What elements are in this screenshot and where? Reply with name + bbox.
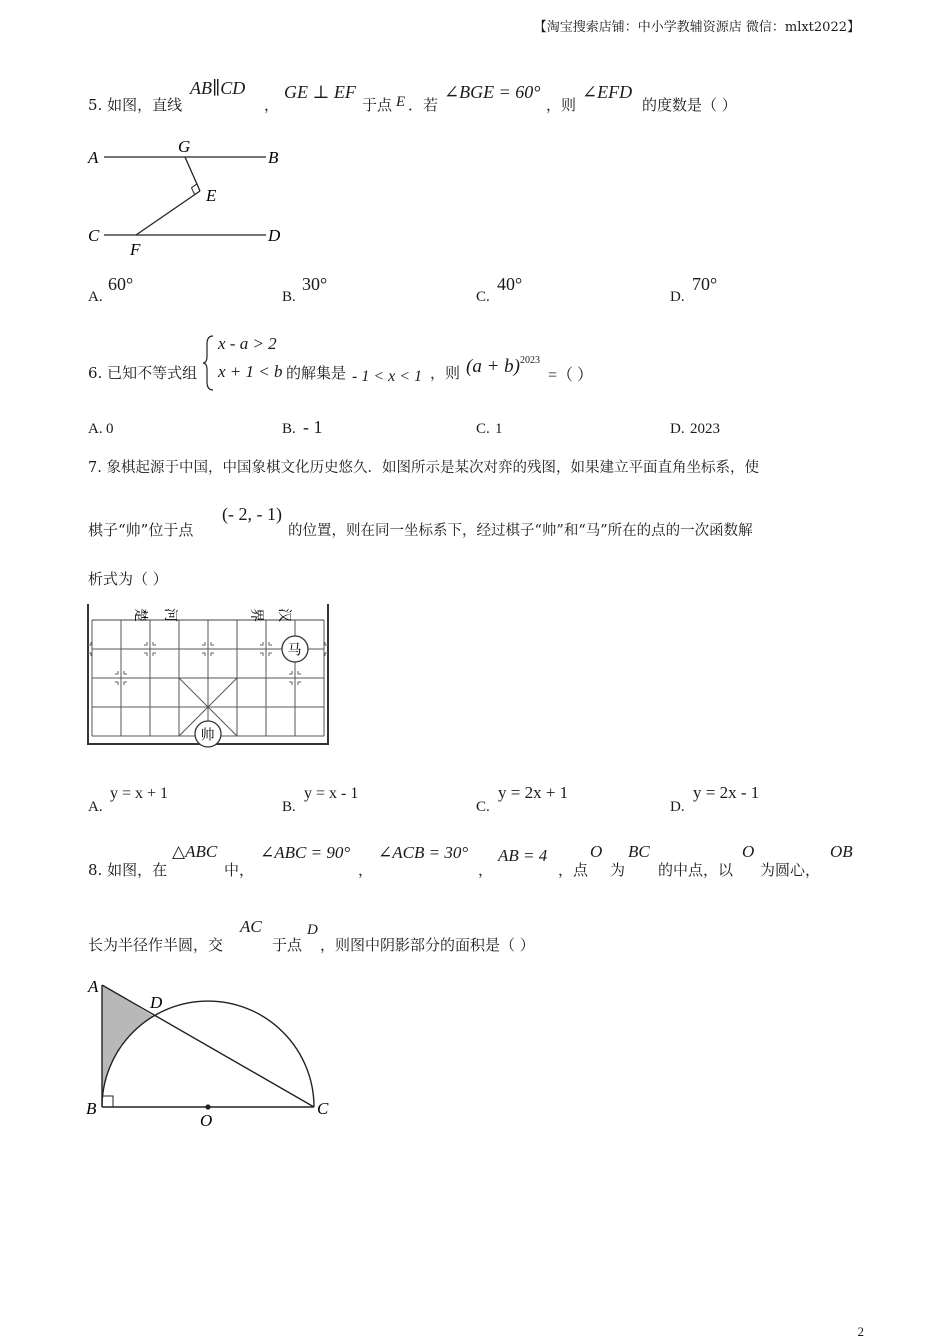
- shaded-region: [102, 985, 153, 1107]
- label-f: F: [130, 240, 141, 259]
- q6-math-exponent: 2023: [520, 355, 540, 366]
- q6-math-eq: =（ ）: [548, 367, 594, 384]
- right-angle-mark: [102, 1096, 113, 1107]
- q8-line-2b: 于点: [272, 936, 303, 954]
- q5-option-b-label: B.: [282, 289, 296, 305]
- q8-math-ac: AC: [240, 917, 262, 936]
- q7-option-b-value: y = x - 1: [304, 785, 359, 802]
- q7-line-1: 7. 象棋起源于中国，中国象棋文化历史悠久．如图所示是某次对弈的残图，如果建立平面直角坐标系，使: [88, 460, 759, 476]
- q5-option-d-label: D.: [670, 289, 685, 305]
- q6-brace: [202, 334, 216, 392]
- q8-figure: [84, 970, 340, 1132]
- q7-option-d-value: y = 2x - 1: [693, 783, 760, 802]
- q8-comma-2: ，: [478, 861, 494, 879]
- q5-text-ruo: ．若: [408, 96, 439, 114]
- river-text-jie: 界: [248, 608, 264, 622]
- q6-option-b-label: B.: [282, 421, 296, 437]
- segment-ge: [185, 157, 200, 191]
- q6-text-jieji: 的解集是: [286, 364, 347, 382]
- q8-math-triangle: △ABC: [172, 842, 218, 861]
- label-c: C: [317, 1099, 329, 1118]
- q5-option-c-value: 40°: [497, 274, 523, 294]
- q7-line-2a: 棋子“帅”位于点: [88, 521, 194, 539]
- q8-math-angle-abc: ∠ABC = 90°: [260, 843, 351, 862]
- q6-system-line-2: x + 1 < b: [218, 362, 283, 381]
- q5-math-ge-ef: GE ⊥ EF: [284, 82, 356, 102]
- q6-option-c-value: 1: [495, 421, 503, 437]
- q8-text-wei: 为: [610, 861, 626, 879]
- q8-math-angle-acb: ∠ACB = 30°: [378, 843, 469, 862]
- river-text-han: 汉: [276, 608, 292, 622]
- q6-option-c-label: C.: [476, 421, 490, 437]
- q7-option-d-label: D.: [670, 799, 685, 815]
- q8-math-o-2: O: [742, 842, 755, 861]
- q5-math-ab-cd: AB∥CD: [190, 78, 246, 98]
- q6-option-b-value: - 1: [303, 417, 323, 437]
- river-text-chu: 楚: [132, 608, 148, 622]
- q5-option-b-value: 30°: [302, 274, 328, 294]
- q6-math-expr: (a + b): [466, 356, 520, 377]
- label-d: D: [268, 226, 281, 245]
- q6-option-a-value: 0: [106, 421, 114, 437]
- label-b: B: [268, 148, 279, 167]
- q8-math-o: O: [590, 842, 603, 861]
- q6-math-range: - 1 < x < 1: [352, 368, 423, 385]
- q5-option-d-value: 70°: [692, 274, 718, 294]
- label-e: E: [206, 186, 217, 205]
- label-b: B: [86, 1099, 97, 1118]
- q7-option-a-value: y = x + 1: [110, 785, 169, 802]
- label-d: D: [150, 993, 163, 1012]
- page-number: 2: [857, 1324, 864, 1339]
- side-ac: [102, 985, 314, 1107]
- q5-comma: ，: [264, 96, 280, 114]
- q8-line-2a: 长为半径作半圆，交: [88, 936, 224, 954]
- q8-text-midpoint: 的中点，以: [658, 861, 734, 879]
- q8-comma-1: ，: [358, 861, 374, 879]
- q7-option-a-label: A.: [88, 799, 103, 815]
- q5-text-ze: ，则: [546, 96, 577, 114]
- q7-option-c-label: C.: [476, 799, 490, 815]
- q5-math-e: E: [396, 94, 406, 110]
- q7-math-point: (- 2, - 1): [222, 504, 282, 524]
- q8-text-dian: ，点: [558, 861, 589, 879]
- q7-option-b-label: B.: [282, 799, 296, 815]
- q8-line-2c: ，则图中阴影部分的面积是（ ）: [320, 936, 535, 954]
- river-text-he: 河: [162, 608, 178, 622]
- q5-option-a-value: 60°: [108, 274, 134, 294]
- q5-text-end: 的度数是（ ）: [642, 96, 737, 114]
- q8-math-ob: OB: [830, 842, 853, 861]
- center-point-o: [205, 1104, 210, 1109]
- q5-math-efd: ∠EFD: [582, 82, 633, 102]
- q6-text-ze: ，则: [430, 364, 461, 382]
- q6-option-d-value: 2023: [690, 421, 720, 437]
- q5-option-c-label: C.: [476, 289, 490, 305]
- q5-text-yudian: 于点: [362, 96, 393, 114]
- label-a: A: [88, 148, 99, 167]
- q8-text-yuanxin: 为圆心，: [760, 861, 821, 879]
- q7-chess-board: [84, 594, 334, 750]
- q7-line-2b: 的位置，则在同一坐标系下，经过棋子“帅”和“马”所在的点的一次函数解: [288, 523, 753, 539]
- q7-option-c-value: y = 2x + 1: [498, 783, 569, 802]
- label-a: A: [88, 977, 99, 996]
- page-header: 【淘宝搜索店铺：中小学教辅资源店 微信：mlxt2022】: [533, 20, 860, 35]
- q8-math-bc: BC: [628, 842, 650, 861]
- q8-prefix: 8. 如图，在: [88, 861, 168, 879]
- q8-math-ab: AB = 4: [498, 846, 548, 865]
- q6-prefix: 6. 已知不等式组: [88, 364, 198, 382]
- label-o: O: [200, 1111, 213, 1130]
- q8-text-zhong: 中，: [224, 861, 255, 879]
- piece-shuai-label: 帅: [200, 727, 215, 744]
- q5-prefix: 5. 如图，直线: [88, 96, 183, 114]
- q5-math-bge: ∠BGE = 60°: [444, 82, 541, 102]
- q7-line-3: 析式为（ ）: [88, 570, 168, 588]
- q6-system-line-1: x - a > 2: [218, 334, 277, 353]
- q6-option-a-label: A.: [88, 421, 103, 437]
- label-c: C: [88, 226, 100, 245]
- segment-ef: [136, 191, 200, 235]
- piece-ma-label: 马: [287, 642, 302, 659]
- q5-option-a-label: A.: [88, 289, 103, 305]
- q8-math-d: D: [307, 922, 318, 938]
- label-g: G: [178, 137, 191, 156]
- q6-option-d-label: D.: [670, 421, 685, 437]
- q5-figure: [84, 134, 304, 260]
